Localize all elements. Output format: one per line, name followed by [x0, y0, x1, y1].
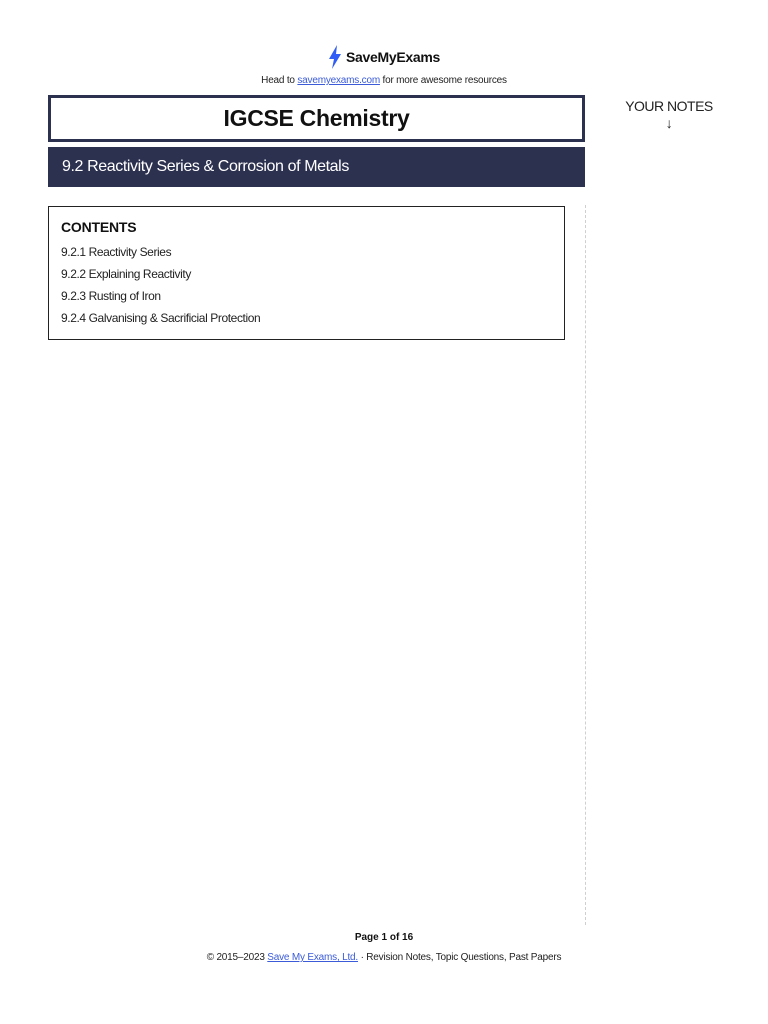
arrow-down-icon: ↓ — [665, 115, 673, 131]
tagline-prefix: Head to — [261, 75, 298, 86]
contents-heading: CONTENTS — [61, 219, 137, 235]
your-notes-label — [605, 98, 733, 131]
contents-item[interactable]: 9.2.4 Galvanising & Sacrificial Protection — [61, 311, 261, 325]
notes-divider — [585, 205, 586, 925]
copyright-line — [0, 952, 768, 963]
savemyexams-link[interactable]: savemyexams.com — [297, 75, 380, 86]
contents-item[interactable]: 9.2.2 Explaining Reactivity — [61, 267, 191, 281]
page-footer — [0, 932, 768, 963]
lightning-bolt-icon — [328, 45, 342, 69]
topic-banner — [48, 147, 585, 187]
copyright-suffix: · Revision Notes, Topic Questions, Past Papers — [357, 952, 562, 963]
header-tagline — [0, 75, 768, 86]
brand-logo[interactable] — [328, 44, 440, 70]
contents-item[interactable]: 9.2.1 Reactivity Series — [61, 245, 172, 259]
your-notes-text: YOUR NOTES — [625, 98, 713, 114]
page-title: IGCSE Chemistry — [223, 105, 410, 131]
tagline-suffix: for more awesome resources — [379, 75, 507, 86]
contents-list — [61, 241, 552, 329]
brand-name: SaveMyExams — [346, 49, 440, 65]
page-header — [0, 44, 768, 86]
contents-box — [48, 206, 565, 340]
savemyexams-ltd-link[interactable]: Save My Exams, Ltd. — [267, 952, 358, 963]
copyright-prefix: © 2015–2023 — [206, 952, 268, 963]
page-number: Page 1 of 16 — [354, 932, 414, 943]
title-box — [48, 95, 585, 142]
topic-title: 9.2 Reactivity Series & Corrosion of Metals — [62, 158, 349, 175]
contents-item[interactable]: 9.2.3 Rusting of Iron — [61, 289, 161, 303]
